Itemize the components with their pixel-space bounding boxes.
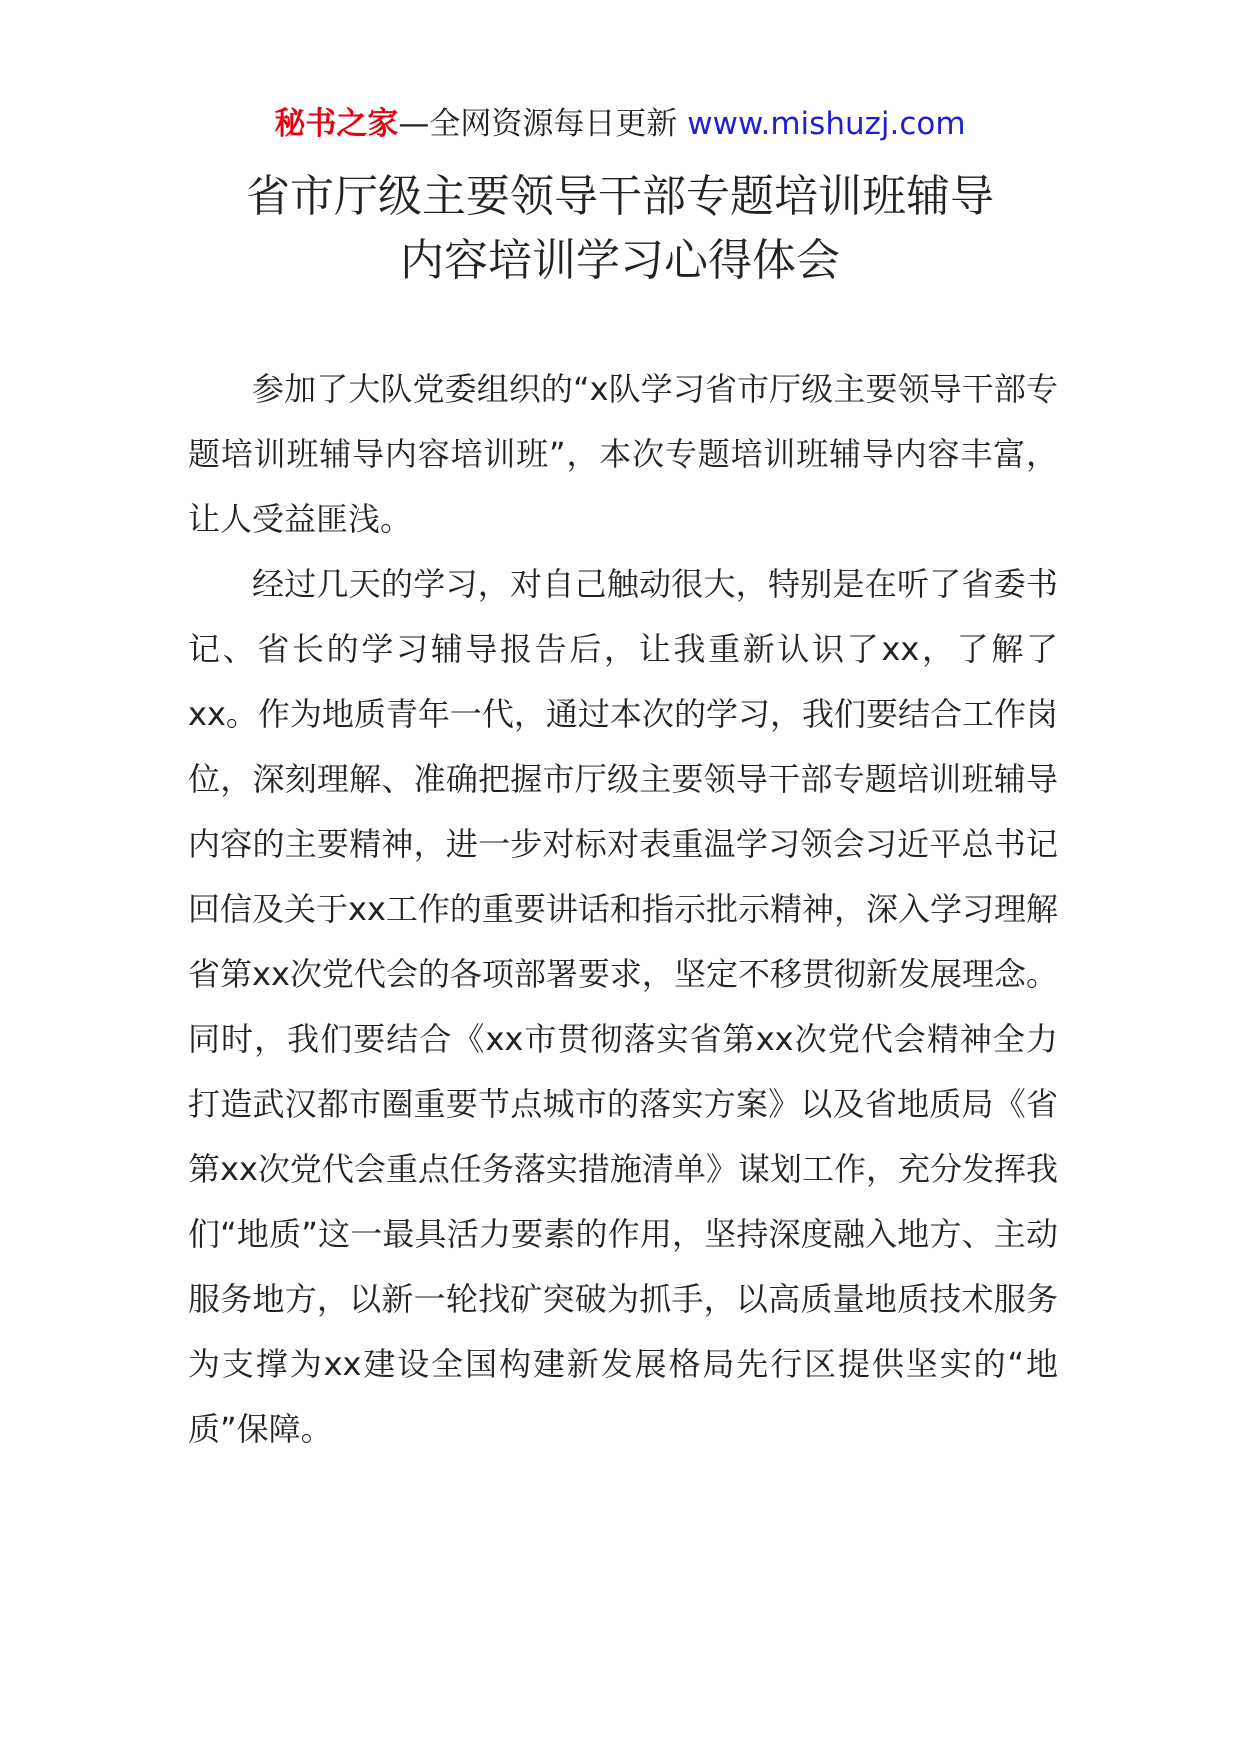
- site-header: [0, 100, 1240, 148]
- brand-name: 秘书之家: [274, 106, 399, 142]
- paragraph-1: 参加了大队党委组织的“x队学习省市厅级主要领导干部专题培训班辅导内容培训班”，本次专题培训班辅导内容丰富，让人受益匪浅。: [188, 370, 1058, 538]
- paragraph-2: 经过几天的学习，对自己触动很大，特别是在听了省委书记、省长的学习辅导报告后，让我重新认识了xx，了解了xx。作为地质青年一代，通过本次的学习，我们要结合工作岗位，深刻理解、准确把握市厅级主要领导干部专题培训班辅导内容的主要精神，进一步对标对表重温学习领会习近平总书记回信及关于xx工作的重要讲话和指示批示精神，深入学习理解省第xx次党代会的各项部署要求，坚定不移贯彻新发展理念。同时，我们要结合《xx市贯彻落实省第xx次党代会精神全力打造武汉都市圈重要节点城市的落实方案》以及省地质局《省第xx次党代会重点任务落实措施清单》谋划工作，充分发挥我们“地质”这一最具活力要素的作用，坚持深度融入地方、主动服务地方，以新一轮找矿突破为抓手，以高质量地质技术服务为支撑为xx建设全国构建新发展格局先行区提供坚实的“地质”保障。: [188, 565, 1058, 1448]
- document-title: [180, 165, 1060, 293]
- title-line-1: 省市厅级主要领导干部专题培训班辅导: [246, 171, 994, 222]
- site-url-link[interactable]: www.mishuzj.com: [687, 106, 966, 142]
- header-slogan: —全网资源每日更新: [398, 106, 678, 142]
- title-line-2: 内容培训学习心得体会: [400, 235, 840, 286]
- document-body: [188, 357, 1058, 1462]
